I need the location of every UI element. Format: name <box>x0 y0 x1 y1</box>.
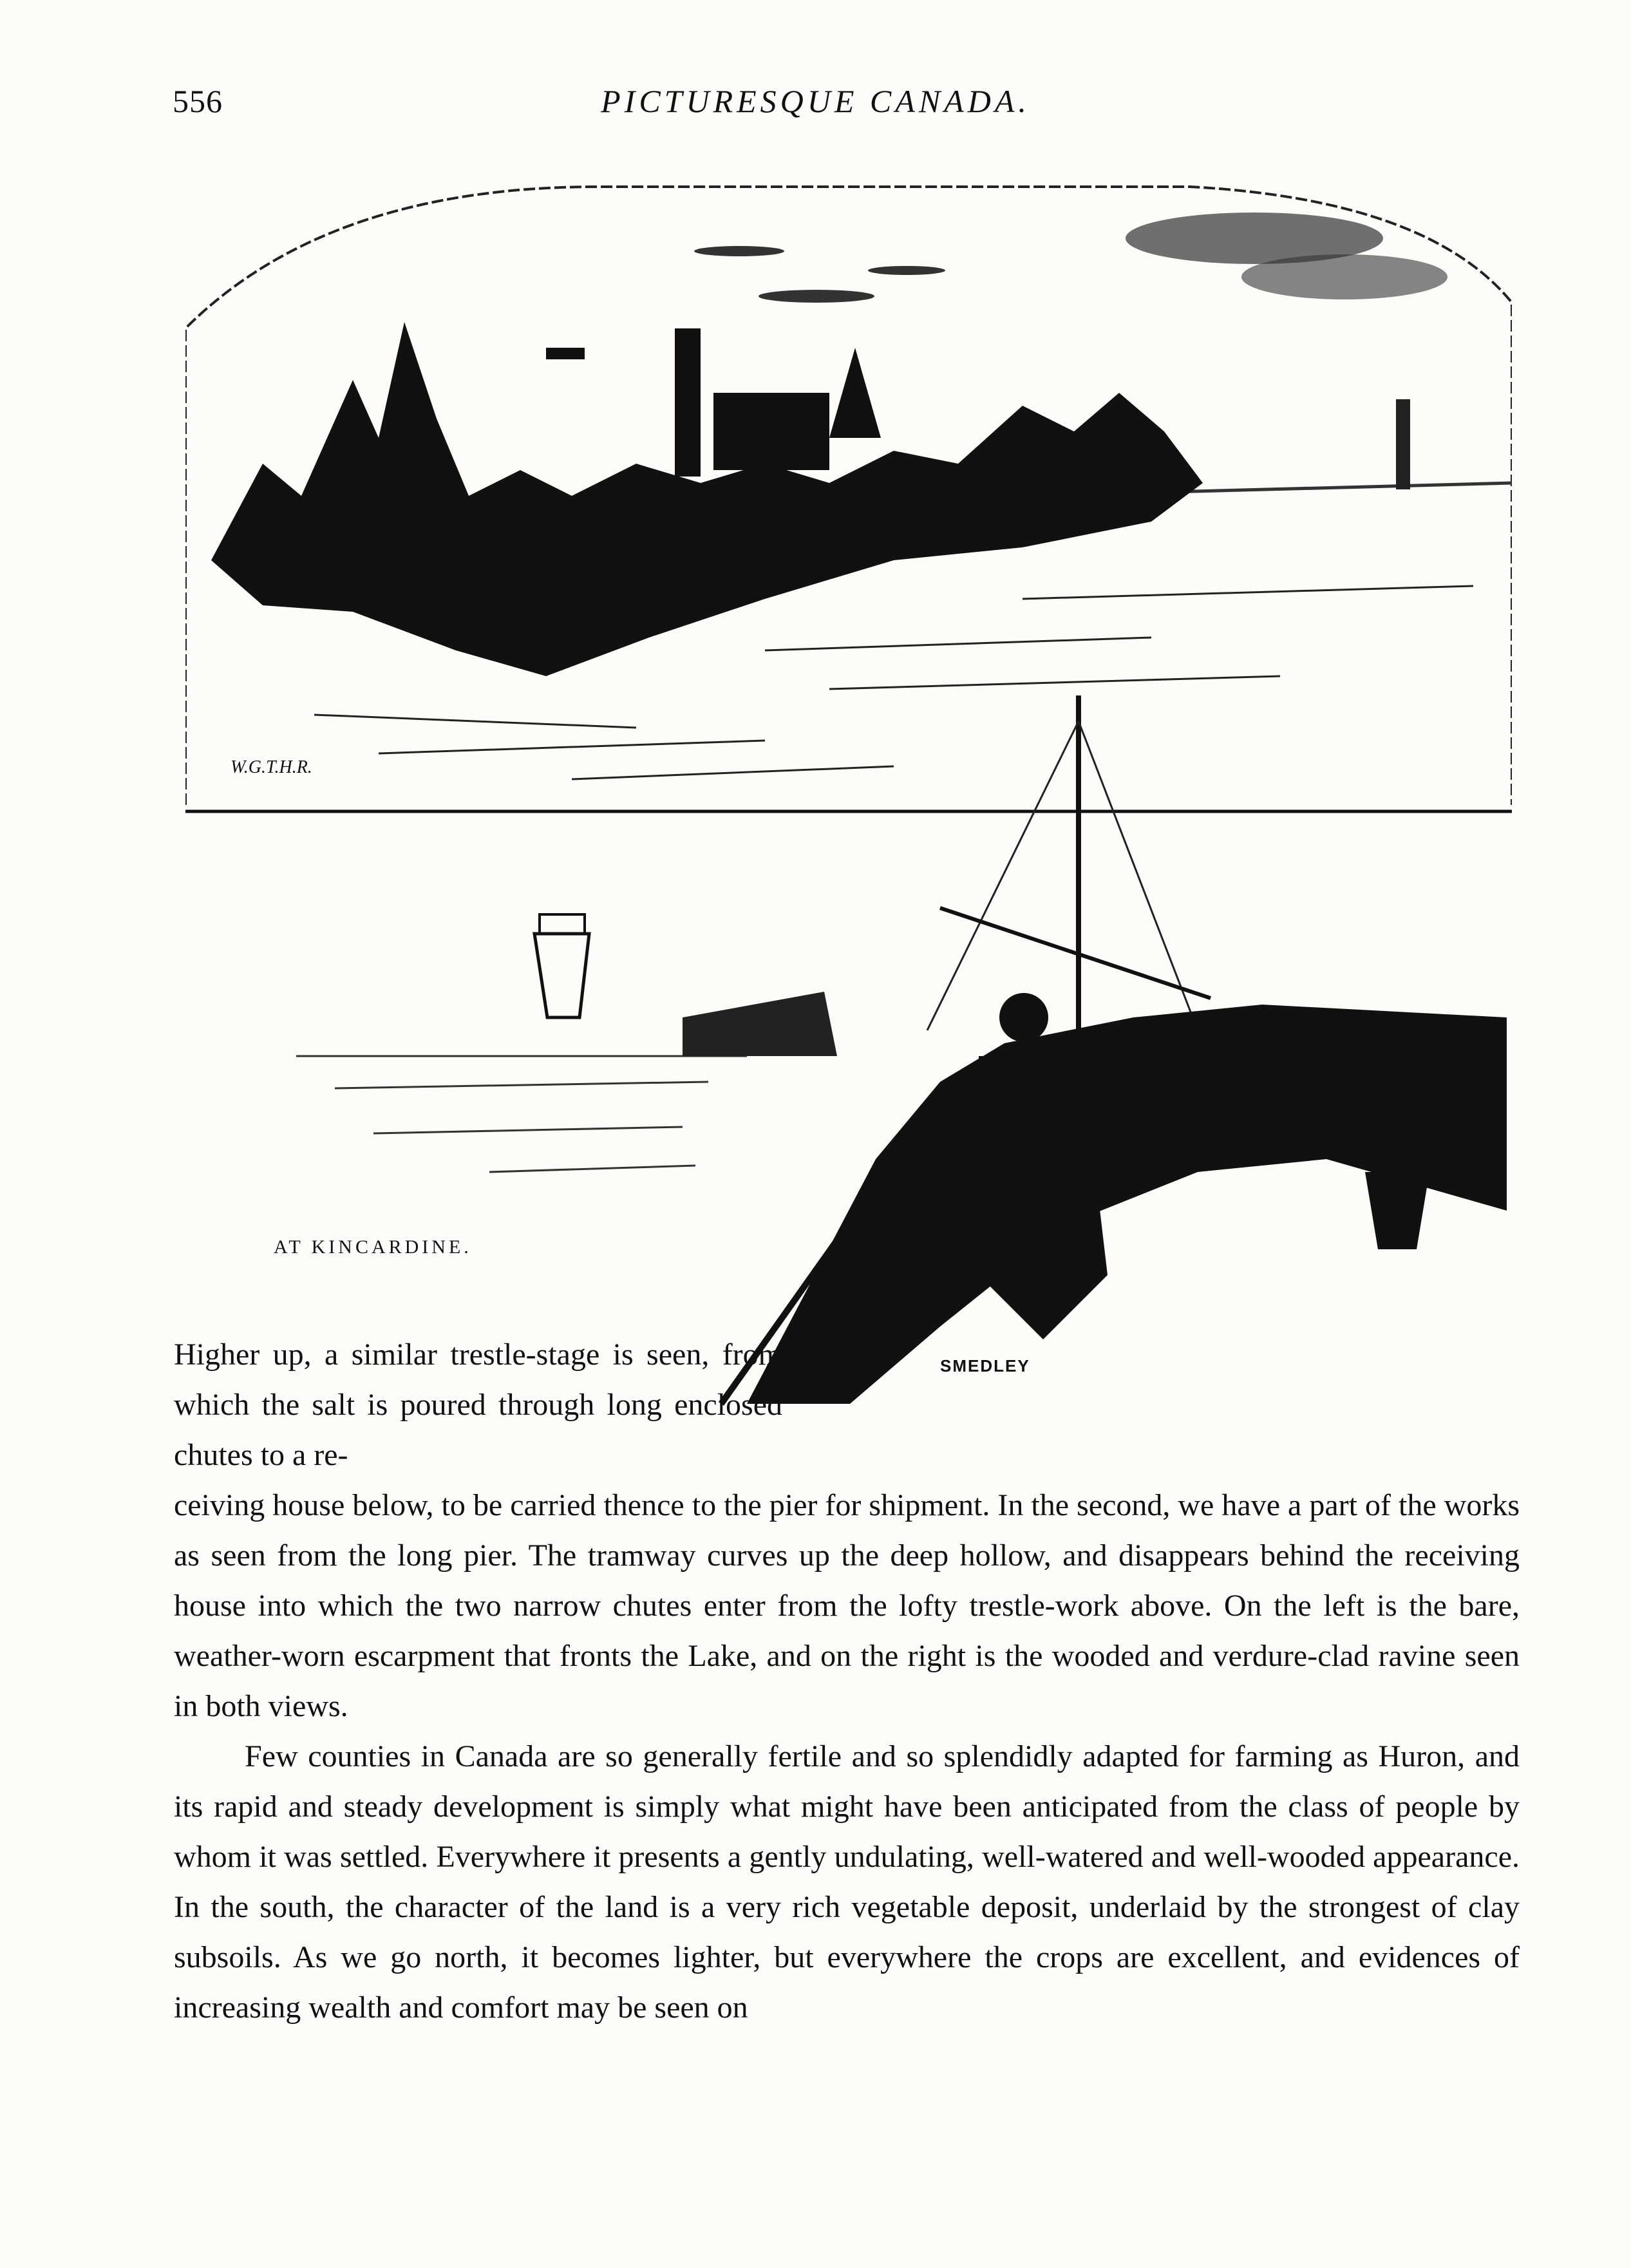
bottom-signature: SMEDLEY <box>940 1356 1030 1375</box>
running-title: PICTURESQUE CANADA. <box>601 83 1030 119</box>
paragraph-2: Few counties in Canada are so generally fertile and so splendidly adapted for farming as Huron, and its rapid and steady development is simply what might have been anticipated from the class of people by whom it was settled. Everywhere it presents a gently undulating, well-watered and well-wooded appearance. In the south, the character of the land is a very rich vegetable deposit, underlaid by the strongest of clay subsoils. As we go north, it becomes lighter, but everywhere the crops are excellent, and evidences of increasing wealth and comfort may be seen on <box>174 1739 1520 2025</box>
page-header <box>0 82 1631 134</box>
paragraph-1-continued: ceiving house below, to be carried thence to the pier for shipment. In the second, we have a part of the works as seen from the long pier. The tramway curves up the deep hollow, and disappears behind the receiving house into which the two narrow chutes enter from the lofty trestle-work above. On the left is the bare, weather-worn escarpment that fronts the Lake, and on the right is the wooded and verdure-clad ravine seen in both views. <box>174 1488 1520 1723</box>
engraving-pier-view <box>296 695 1507 1410</box>
paragraph-1-narrow: Higher up, a similar trestle-stage is seen, from which the salt is poured through long enclosed chutes to a re- <box>174 1337 782 1472</box>
pier-engraving-art <box>296 695 1507 1410</box>
illustration-caption: AT KINCARDINE. <box>274 1236 472 1258</box>
body-text <box>174 1480 1520 2033</box>
top-signature: W.G.T.H.R. <box>231 757 312 777</box>
page-number: 556 <box>173 83 223 119</box>
paragraph-1-wrapped-lines <box>174 1330 782 1480</box>
